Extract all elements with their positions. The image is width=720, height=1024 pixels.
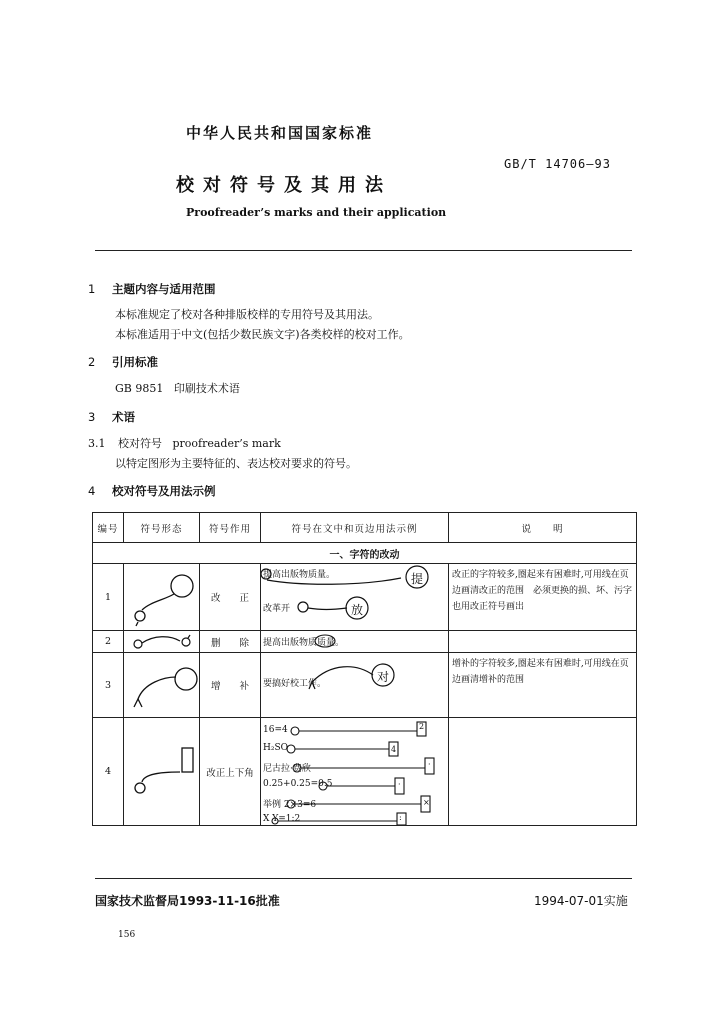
symbol-correct-icon (124, 564, 200, 631)
note-cell (449, 631, 637, 653)
table-header-row (93, 513, 637, 543)
english-title: Proofreader’s marks and their application (186, 206, 447, 219)
col-header-number: 编号 (93, 513, 124, 543)
effective-date: 1994-07-01实施 (534, 894, 628, 908)
section-3-1 (88, 435, 281, 451)
row-number: 2 (93, 631, 124, 653)
referenced-standard: GB 9851 印刷技术术语 (115, 382, 240, 395)
example-cell (261, 631, 449, 653)
example-text: 改革开 (263, 604, 291, 614)
section-2-number: 2 (88, 355, 96, 369)
table-row (93, 653, 637, 718)
example-line: 尼古拉·费欣 (263, 764, 311, 774)
section-3-1-definition: 以特定图形为主要特征的、表达校对要求的符号。 (115, 457, 357, 470)
header-divider (95, 250, 632, 251)
function-label: 删 除 (200, 631, 261, 653)
note-cell: 增补的字符较多,圈起来有困难时,可用线在页边画清增补的范围 (449, 653, 637, 718)
section-1-number: 1 (88, 282, 96, 296)
function-label: 增 补 (200, 653, 261, 718)
page-title: 校对符号及其用法 (176, 175, 392, 196)
table-group-row (93, 543, 637, 564)
function-label: 改 正 (200, 564, 261, 631)
example-line: 16=4 (263, 725, 288, 735)
symbol-delete-icon (124, 631, 200, 653)
col-header-symbol: 符号形态 (124, 513, 200, 543)
margin-mark: 4 (391, 745, 397, 754)
section-4-heading (88, 483, 216, 499)
row-number: 4 (93, 718, 124, 826)
section-3-number: 3 (88, 410, 96, 424)
symbol-sub-superscript-icon (124, 718, 200, 826)
page-number: 156 (118, 930, 136, 940)
note-cell (449, 718, 637, 826)
footer-divider (95, 878, 632, 879)
section-3-title: 术语 (112, 410, 135, 424)
margin-mark: 放 (351, 603, 364, 617)
example-cell (261, 718, 449, 826)
section-4-title: 校对符号及用法示例 (112, 484, 216, 498)
row-number: 3 (93, 653, 124, 718)
margin-mark: 对 (377, 670, 390, 684)
margin-mark: 提 (411, 572, 424, 586)
national-standard-label: 中华人民共和国国家标准 (186, 124, 374, 142)
example-cell (261, 564, 449, 631)
standard-code: GB/T 14706—93 (504, 157, 611, 171)
col-header-note: 说 明 (449, 513, 637, 543)
example-line: 0.25+0.25=0.5 (263, 779, 333, 789)
example-line: 举例 2×3=6 (263, 800, 317, 810)
table-row (93, 718, 637, 826)
example-line: H₂SO (263, 743, 289, 753)
function-label: 改正上下角 (200, 718, 261, 826)
section-3-1-number: 3.1 (88, 437, 106, 450)
section-1-title: 主题内容与适用范围 (112, 282, 216, 296)
margin-mark: · (398, 780, 401, 789)
section-3-heading (88, 409, 135, 425)
example-line: X Y=1:2 (263, 814, 301, 824)
col-header-function: 符号作用 (200, 513, 261, 543)
section-1-heading (88, 281, 216, 297)
section-4-number: 4 (88, 484, 96, 498)
section-1-para-2: 本标准适用于中文(包括少数民族文字)各类校样的校对工作。 (115, 328, 410, 341)
margin-mark: 2 (419, 722, 425, 731)
note-cell: 改正的字符较多,圈起来有困难时,可用线在页边画清改正的范围 必须更换的损、坏、污字也用改正符号画出 (449, 564, 637, 631)
margin-mark: × (423, 798, 430, 807)
margin-mark: · (428, 760, 431, 769)
approval-date: 国家技术监督局1993-11-16批准 (95, 894, 280, 908)
margin-mark: : (399, 813, 402, 822)
example-cell (261, 653, 449, 718)
proofreading-marks-table (92, 512, 637, 826)
col-header-example: 符号在文中和页边用法示例 (261, 513, 449, 543)
section-2-title: 引用标准 (112, 355, 158, 369)
table-row (93, 631, 637, 653)
example-text: 要搞好校工作。 (263, 679, 327, 689)
row-number: 1 (93, 564, 124, 631)
table-row (93, 564, 637, 631)
example-text: 提高出版物质量。 (263, 570, 336, 580)
group-title: 一、字符的改动 (93, 543, 637, 564)
section-2-heading (88, 354, 158, 370)
section-1-para-1: 本标准规定了校对各种排版校样的专用符号及其用法。 (115, 308, 379, 321)
example-text: 提高出版物质质量。 (263, 638, 345, 648)
section-3-1-term: 校对符号 proofreader’s mark (118, 437, 281, 450)
symbol-insert-icon (124, 653, 200, 718)
